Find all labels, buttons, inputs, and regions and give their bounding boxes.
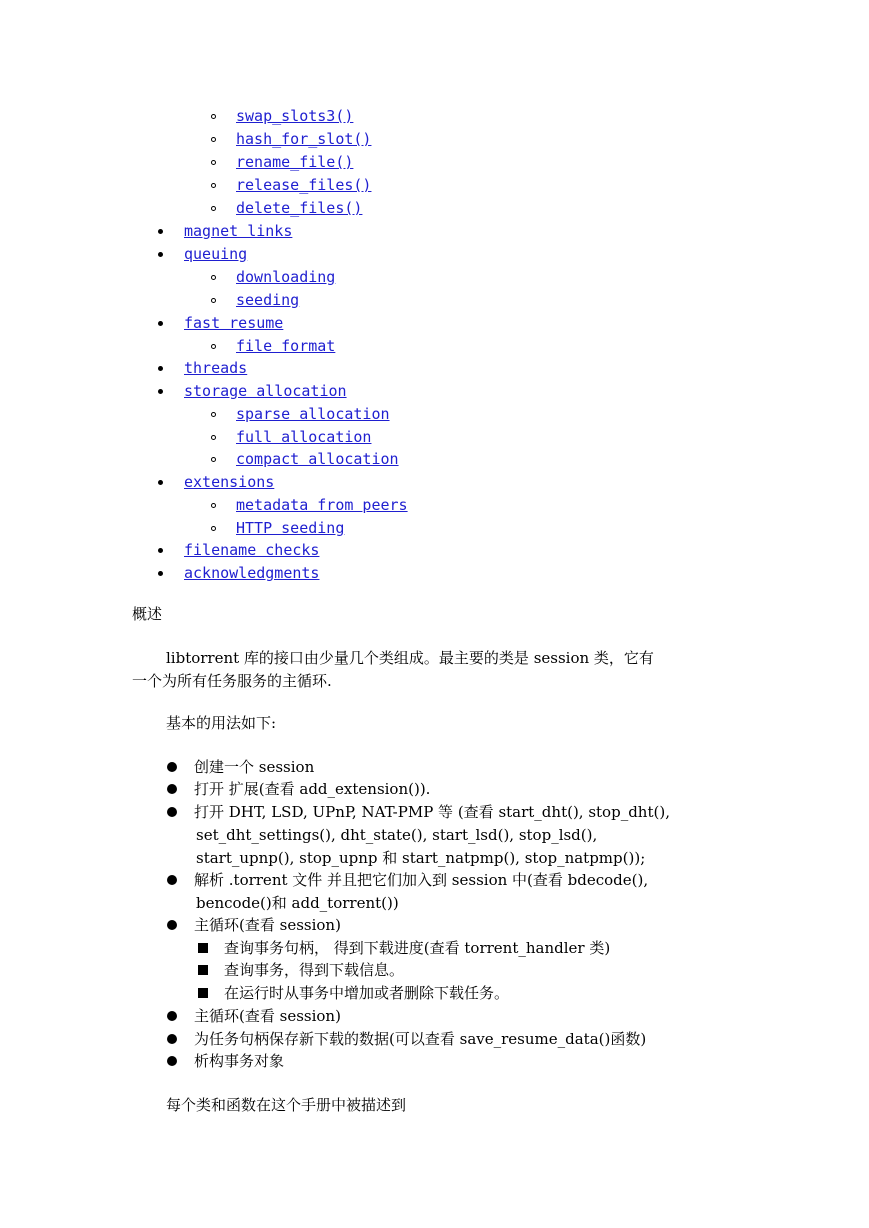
toc-link-threads[interactable]: threads xyxy=(184,359,248,377)
circle-bullet-icon xyxy=(211,183,216,188)
toc-link-file-format[interactable]: file format xyxy=(236,337,336,355)
circle-bullet-icon xyxy=(211,457,216,462)
bullet-dot-icon xyxy=(167,1056,177,1066)
circle-bullet-icon xyxy=(211,298,216,303)
step-open-dht-line-3: start_upnp(), stop_upnp 和 start_natpmp(), stop_natpmp()); xyxy=(196,849,646,867)
step-parse-torrent-line-1: 解析 .torrent 文件 并且把它们加入到 session 中(查看 bdecode(), xyxy=(194,871,649,889)
step-main-loop-2: 主循环(查看 session) xyxy=(194,1007,341,1025)
closing-paragraph: 每个类和函数在这个手册中被描述到 xyxy=(166,1096,407,1114)
circle-bullet-icon xyxy=(211,412,216,417)
circle-bullet-icon xyxy=(211,160,216,165)
bullet-dot-icon xyxy=(167,920,177,930)
bullet-dot-icon xyxy=(167,762,177,772)
circle-bullet-icon xyxy=(211,503,216,508)
step-open-dht-line-1: 打开 DHT, LSD, UPnP, NAT-PMP 等 (查看 start_dht(), stop_dht(), xyxy=(194,803,670,821)
section-title: 概述 xyxy=(132,605,163,623)
circle-bullet-icon xyxy=(211,435,216,440)
bullet-square-icon xyxy=(198,965,208,975)
toc-link-release-files[interactable]: release_files() xyxy=(236,176,372,194)
step-save-resume-data: 为任务句柄保存新下载的数据(可以查看 save_resume_data()函数) xyxy=(194,1030,647,1048)
disc-bullet-icon xyxy=(158,571,163,576)
bullet-dot-icon xyxy=(167,1034,177,1044)
toc-link-metadata-from-peers[interactable]: metadata from peers xyxy=(236,496,408,514)
toc-link-rename-file[interactable]: rename_file() xyxy=(236,153,354,171)
toc-link-storage-allocation[interactable]: storage allocation xyxy=(184,382,347,400)
bullet-dot-icon xyxy=(167,807,177,817)
toc-link-compact-allocation[interactable]: compact allocation xyxy=(236,450,399,468)
substep-add-remove-torrents: 在运行时从事务中增加或者删除下载任务。 xyxy=(224,984,510,1002)
intro-paragraph-line-1: libtorrent 库的接口由少量几个类组成。最主要的类是 session 类，它有 xyxy=(166,649,654,667)
toc-link-fast-resume[interactable]: fast resume xyxy=(184,314,284,332)
step-open-extensions: 打开 扩展(查看 add_extension()). xyxy=(194,780,431,798)
bullet-dot-icon xyxy=(167,875,177,885)
toc-link-queuing[interactable]: queuing xyxy=(184,245,248,263)
substep-query-events: 查询事务，得到下载信息。 xyxy=(224,961,405,979)
bullet-square-icon xyxy=(198,988,208,998)
disc-bullet-icon xyxy=(158,480,163,485)
toc-link-acknowledgments[interactable]: acknowledgments xyxy=(184,564,320,582)
circle-bullet-icon xyxy=(211,344,216,349)
disc-bullet-icon xyxy=(158,548,163,553)
toc-link-hash-for-slot[interactable]: hash_for_slot() xyxy=(236,130,372,148)
bullet-square-icon xyxy=(198,943,208,953)
step-destruct-session: 析构事务对象 xyxy=(194,1052,285,1070)
disc-bullet-icon xyxy=(158,252,163,257)
toc-link-sparse-allocation[interactable]: sparse allocation xyxy=(236,405,390,423)
disc-bullet-icon xyxy=(158,229,163,234)
toc-link-delete-files[interactable]: delete_files() xyxy=(236,199,363,217)
intro-paragraph-line-2: 一个为所有任务服务的主循环. xyxy=(132,672,332,690)
toc-link-downloading[interactable]: downloading xyxy=(236,268,336,286)
circle-bullet-icon xyxy=(211,526,216,531)
circle-bullet-icon xyxy=(211,137,216,142)
circle-bullet-icon xyxy=(211,206,216,211)
step-create-session: 创建一个 session xyxy=(194,758,315,776)
bullet-dot-icon xyxy=(167,784,177,794)
disc-bullet-icon xyxy=(158,389,163,394)
circle-bullet-icon xyxy=(211,114,216,119)
toc-link-extensions[interactable]: extensions xyxy=(184,473,275,491)
circle-bullet-icon xyxy=(211,275,216,280)
disc-bullet-icon xyxy=(158,366,163,371)
toc-link-http-seeding[interactable]: HTTP seeding xyxy=(236,519,345,537)
usage-heading: 基本的用法如下: xyxy=(166,714,277,732)
step-open-dht-line-2: set_dht_settings(), dht_state(), start_lsd(), stop_lsd(), xyxy=(196,826,598,844)
bullet-dot-icon xyxy=(167,1011,177,1021)
toc-link-magnet-links[interactable]: magnet links xyxy=(184,222,293,240)
step-parse-torrent-line-2: bencode()和 add_torrent()) xyxy=(196,894,399,912)
substep-query-handles: 查询事务句柄， 得到下载进度(查看 torrent_handler 类) xyxy=(224,939,611,957)
toc-link-seeding[interactable]: seeding xyxy=(236,291,300,309)
toc-link-swap-slots3[interactable]: swap_slots3() xyxy=(236,107,354,125)
disc-bullet-icon xyxy=(158,321,163,326)
toc-link-filename-checks[interactable]: filename checks xyxy=(184,541,320,559)
step-main-loop: 主循环(查看 session) xyxy=(194,916,341,934)
toc-link-full-allocation[interactable]: full allocation xyxy=(236,428,372,446)
